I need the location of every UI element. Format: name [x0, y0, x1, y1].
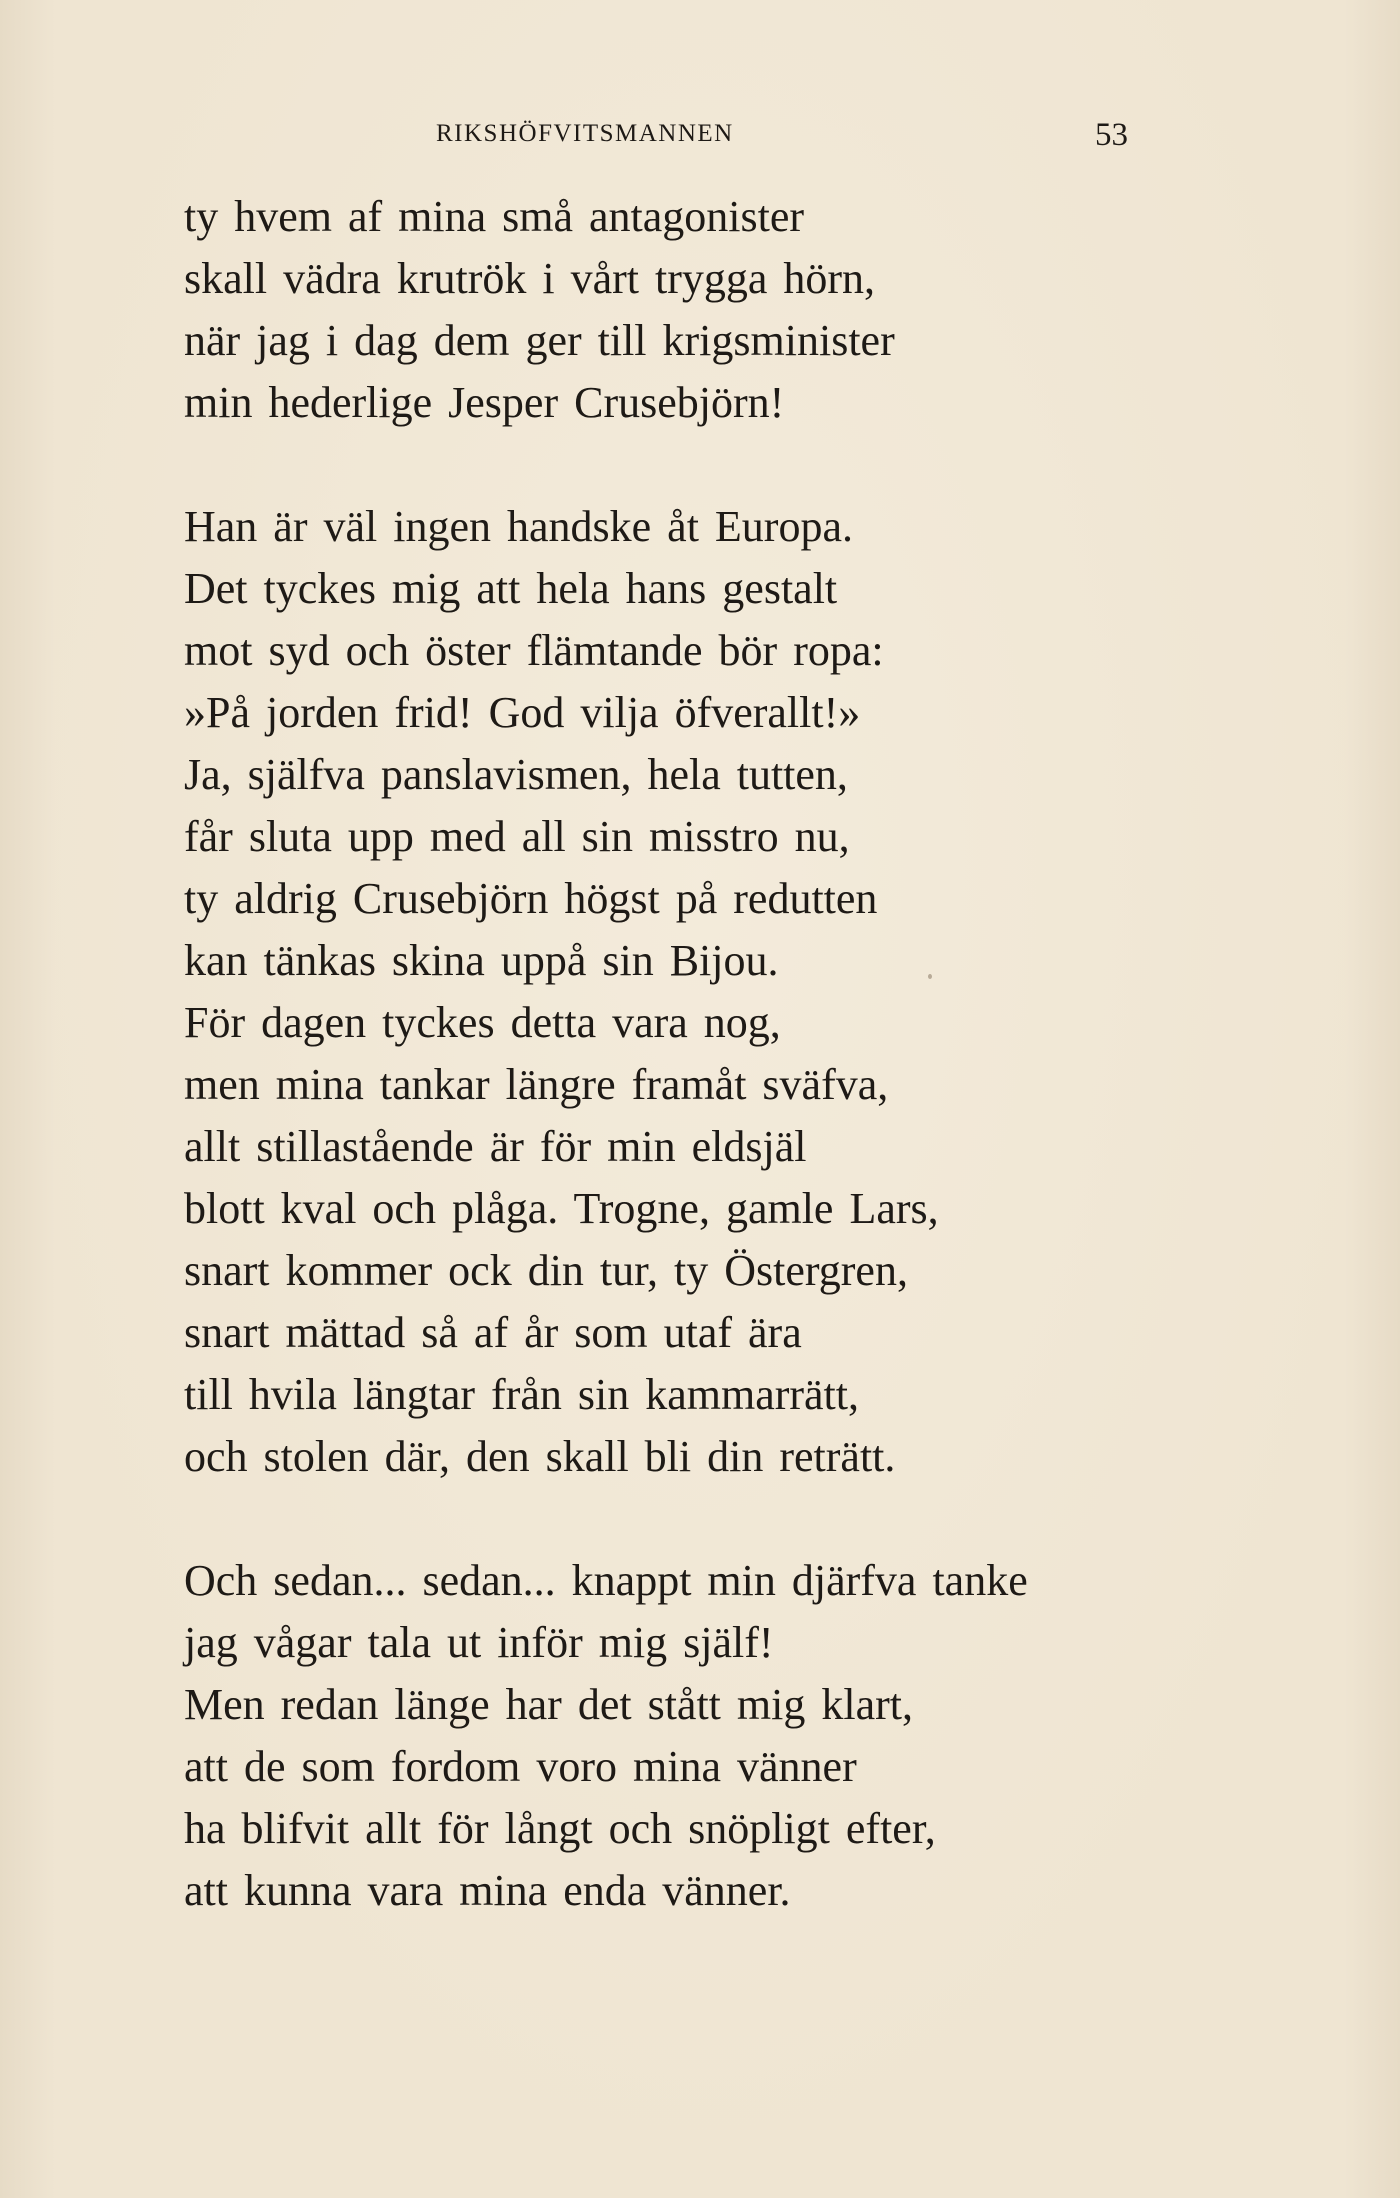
verse-line: Han är väl ingen handske åt Europa.	[184, 502, 853, 551]
verse-line: och stolen där, den skall bli din reträtt.	[184, 1432, 896, 1481]
verse-line: att de som fordom voro mina vänner	[184, 1742, 857, 1791]
verse-line: ty hvem af mina små antagonister	[184, 192, 805, 241]
verse-line: kan tänkas skina uppå sin Bijou.	[184, 936, 779, 985]
verse-line: får sluta upp med all sin misstro nu,	[184, 812, 850, 861]
stanza-1	[184, 186, 1364, 434]
verse-line: allt stillastående är för min eldsjäl	[184, 1122, 807, 1171]
verse-line: blott kval och plåga. Trogne, gamle Lars,	[184, 1184, 939, 1233]
verse-line: Det tyckes mig att hela hans gestalt	[184, 564, 838, 613]
verse-line: För dagen tyckes detta vara nog,	[184, 998, 781, 1047]
verse-line: att kunna vara mina enda vänner.	[184, 1866, 791, 1915]
verse-line: till hvila längtar från sin kammarrätt,	[184, 1370, 860, 1419]
verse-line: skall vädra krutrök i vårt trygga hörn,	[184, 254, 876, 303]
verse-line: ty aldrig Crusebjörn högst på redutten	[184, 874, 878, 923]
verse-line: mot syd och öster flämtande bör ropa:	[184, 626, 884, 675]
poem-body	[184, 186, 1364, 1922]
verse-line: Ja, själfva panslavismen, hela tutten,	[184, 750, 848, 799]
verse-line: när jag i dag dem ger till krigsminister	[184, 316, 895, 365]
verse-line: Och sedan... sedan... knappt min djärfva tanke	[184, 1556, 1028, 1605]
verse-line: snart mättad så af år som utaf ära	[184, 1308, 802, 1357]
paper-speck	[928, 974, 932, 979]
verse-line: min hederlige Jesper Crusebjörn!	[184, 378, 785, 427]
stanza-2	[184, 496, 1364, 1488]
verse-line: Men redan länge har det stått mig klart,	[184, 1680, 913, 1729]
running-title: RIKSHÖFVITSMANNEN	[436, 120, 734, 147]
page-header	[0, 118, 1400, 158]
verse-line: men mina tankar längre framåt sväfva,	[184, 1060, 889, 1109]
verse-line: ha blifvit allt för långt och snöpligt efter,	[184, 1804, 936, 1853]
stanza-3	[184, 1550, 1364, 1922]
verse-line: »På jorden frid! God vilja öfverallt!»	[184, 688, 861, 737]
verse-line: snart kommer ock din tur, ty Östergren,	[184, 1246, 908, 1295]
verse-line: jag vågar tala ut inför mig själf!	[184, 1618, 774, 1667]
page-number: 53	[1095, 117, 1128, 153]
